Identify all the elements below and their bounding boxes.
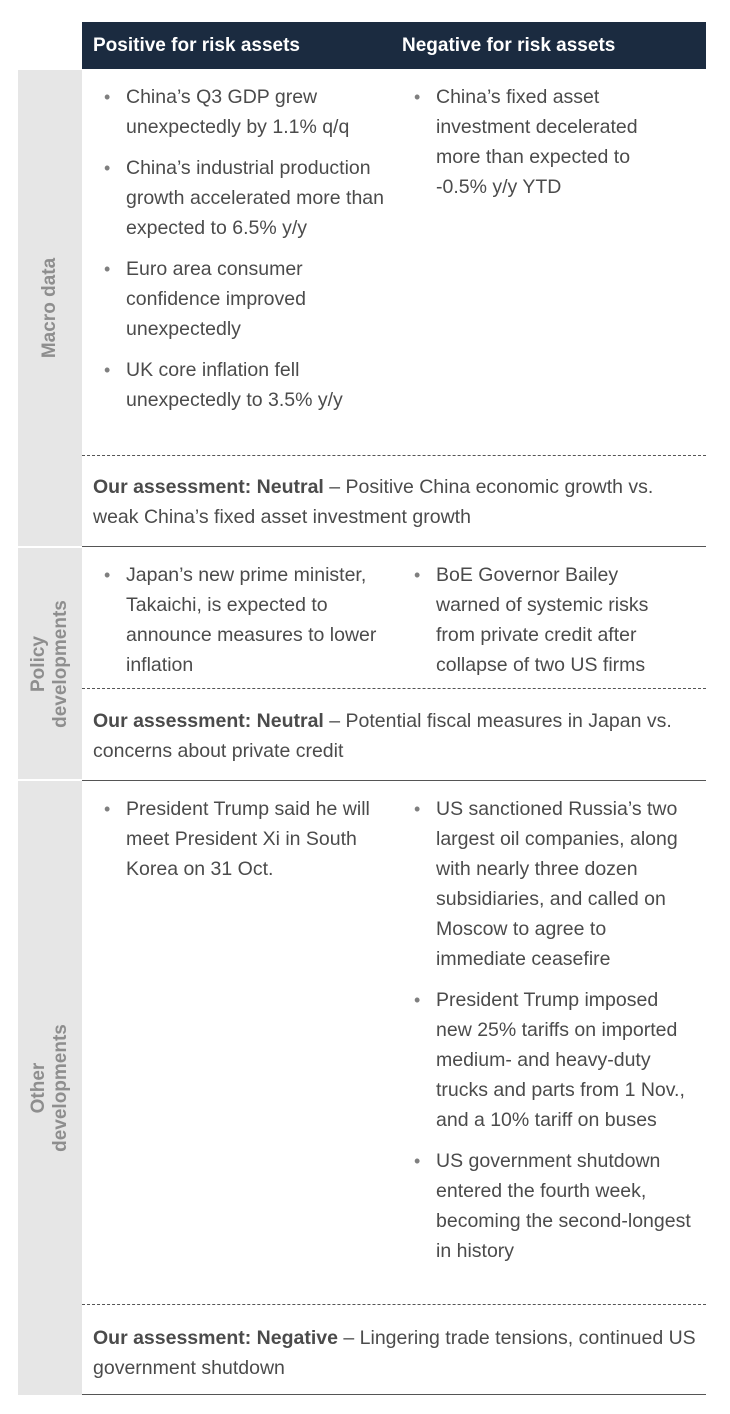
assessment-text: – Lingering trade tensions, continued US government shutdown: [93, 1327, 696, 1379]
section-divider: [82, 455, 706, 456]
section-divider: [82, 688, 706, 689]
assessment-label: Our assessment: Negative: [93, 1327, 338, 1349]
section-border: [82, 1394, 706, 1395]
list-item: • President Trump said he will meet President Xi in South Korea on 31 Oct.: [93, 794, 389, 884]
header-negative: Negative for risk assets: [402, 35, 616, 56]
list-item: • China’s industrial production growth accelerated more than expected to 6.5% y/y: [93, 153, 389, 243]
other-positive-column: [93, 794, 389, 895]
policy-negative-column: [403, 560, 673, 691]
row-label-text: Policy: [28, 635, 49, 692]
row-label-text: Other: [28, 1062, 49, 1114]
other-negative-column: [403, 794, 695, 1277]
list-item: • Japan’s new prime minister, Takaichi, is expected to announce measures to lower inflation: [93, 560, 389, 680]
list-item: • President Trump imposed new 25% tariffs on imported medium- and heavy-duty trucks and parts from 1 Nov., and a 10% tariff on buses: [403, 985, 695, 1135]
assessment-label: Our assessment: Neutral: [93, 710, 324, 732]
row-label-text: developments: [50, 599, 71, 728]
row-label-text: Macro data: [39, 257, 60, 359]
list-item: • China’s fixed asset investment decelerated more than expected to -0.5% y/y YTD: [403, 82, 671, 202]
policy-positive-column: [93, 560, 389, 691]
macro-positive-column: [93, 82, 389, 426]
list-item: • US sanctioned Russia’s two largest oil companies, along with nearly three dozen subsidiaries, and called on Moscow to agree to immediate ceasefire: [403, 794, 695, 974]
row-label-policy-developments: [18, 548, 82, 779]
section-divider: [82, 1304, 706, 1305]
macro-assessment: [93, 472, 703, 532]
other-assessment: [93, 1323, 703, 1383]
list-item: • US government shutdown entered the fourth week, becoming the second-longest in history: [403, 1146, 695, 1266]
list-item: • UK core inflation fell unexpectedly to 3.5% y/y: [93, 355, 389, 415]
macro-negative-column: [403, 82, 671, 213]
section-border: [82, 780, 706, 781]
list-item: • China’s Q3 GDP grew unexpectedly by 1.1% q/q: [93, 82, 389, 142]
header-positive: Positive for risk assets: [93, 35, 300, 56]
row-label-macro-data: [18, 70, 82, 546]
assessment-label: Our assessment: Neutral: [93, 476, 324, 498]
assessment-text: – Positive China economic growth vs. weak China’s fixed asset investment growth: [93, 476, 654, 528]
table-header: [82, 22, 706, 69]
row-label-other-developments: [18, 781, 82, 1395]
section-border: [82, 546, 706, 547]
assessment-text: – Potential fiscal measures in Japan vs. concerns about private credit: [93, 710, 672, 762]
policy-assessment: [93, 706, 703, 766]
row-label-text: developments: [50, 1024, 71, 1152]
list-item: • BoE Governor Bailey warned of systemic risks from private credit after collapse of two US firms: [403, 560, 673, 680]
list-item: • Euro area consumer confidence improved unexpectedly: [93, 254, 389, 344]
